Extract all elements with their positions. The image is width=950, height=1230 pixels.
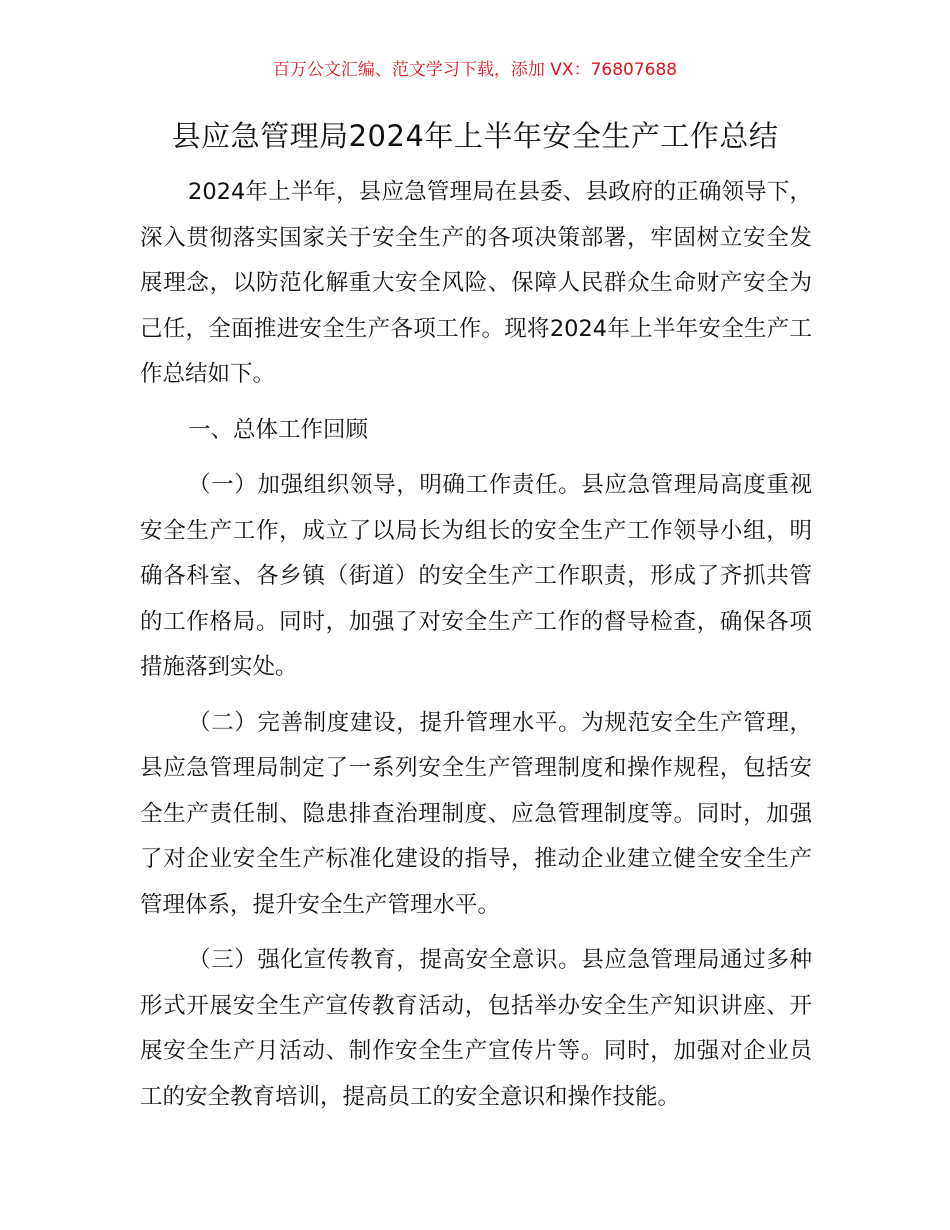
intro-paragraph: 2024年上半年，县应急管理局在县委、县政府的正确领导下，深入贯彻落实国家关于安全生产的各项决策部署，牢固树立安全发展理念，以防范化解重大安全风险、保障人民群众生命财产安全为己任，全面推进安全生产各项工作。现将2024年上半年安全生产工作总结如下。	[140, 179, 812, 387]
body-paragraph: （三）强化宣传教育，提高安全意识。县应急管理局通过多种形式开展安全生产宣传教育活动，包括举办安全生产知识讲座、开展安全生产月活动、制作安全生产宣传片等。同时，加强对企业员工的安全教育培训，提高员工的安全意识和操作技能。	[140, 947, 812, 1110]
section-heading: 一、总体工作回顾	[188, 416, 369, 443]
document-body	[140, 170, 812, 1120]
document-title: 县应急管理局2024年上半年安全生产工作总结	[171, 119, 779, 153]
watermark-banner: 百万公文汇编、范文学习下载，添加 VX：76807688	[272, 60, 678, 80]
body-paragraph: （二）完善制度建设，提升管理水平。为规范安全生产管理，县应急管理局制定了一系列安全生产管理制度和操作规程，包括安全生产责任制、隐患排查治理制度、应急管理制度等。同时，加强了对企业安全生产标准化建设的指导，推动企业建立健全安全生产管理体系，提升安全生产管理水平。	[140, 709, 812, 918]
body-paragraph: （一）加强组织领导，明确工作责任。县应急管理局高度重视安全生产工作，成立了以局长为组长的安全生产工作领导小组，明确各科室、各乡镇（街道）的安全生产工作职责，形成了齐抓共管的工作格局。同时，加强了对安全生产工作的督导检查，确保各项措施落到实处。	[140, 472, 812, 680]
